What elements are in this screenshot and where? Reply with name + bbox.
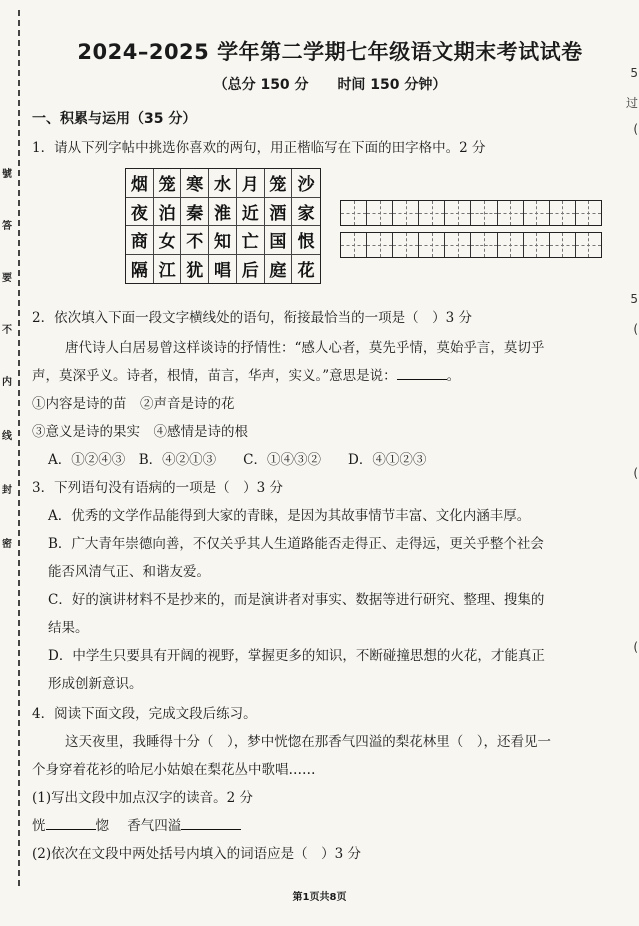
copybook-char: 笼 xyxy=(154,169,182,198)
question-2-passage-line-2 xyxy=(32,364,624,384)
question-2-passage-line-1: 唐代诗人白居易曾这样谈诗的抒情性：“感人心者，莫先乎情，莫始乎言，莫切乎 xyxy=(65,340,545,356)
edge-char: 5 xyxy=(630,292,638,306)
copybook-char: 笼 xyxy=(265,169,293,198)
question-3-option-a[interactable]: A．优秀的文学作品能得到大家的青睐，是因为其故事情节丰富、文化内涵丰厚。 xyxy=(48,508,531,524)
copybook-char: 秦 xyxy=(181,198,209,227)
tianzige-cell[interactable] xyxy=(445,233,471,257)
margin-label: 號 xyxy=(2,169,12,180)
passage-text: 声，莫深乎义。诗者，根情，苗言，华声，实义。”意思是说： xyxy=(32,368,397,384)
copybook-char: 月 xyxy=(237,169,265,198)
tianzige-cell[interactable] xyxy=(471,233,497,257)
margin-label: 不 xyxy=(2,325,12,336)
margin-label: 内 xyxy=(2,377,12,388)
tianzige-cell[interactable] xyxy=(341,201,367,225)
tianzige-grid-row-2[interactable] xyxy=(340,232,602,258)
tianzige-cell[interactable] xyxy=(445,201,471,225)
question-1-text: 1．请从下列字帖中挑选你喜欢的两句，用正楷临写在下面的田字格中。2 分 xyxy=(32,140,486,156)
page-footer: 第1页共8页 xyxy=(292,892,347,903)
copybook-char: 知 xyxy=(209,226,237,255)
question-4-sub-1: (1)写出文段中加点汉字的读音。2 分 xyxy=(32,790,254,806)
question-3-text: 3．下列语句没有语病的一项是（ ）3 分 xyxy=(32,480,283,496)
question-4-text: 4．阅读下面文段，完成文段后练习。 xyxy=(32,706,257,722)
question-2-choices[interactable]: A．①②④③ B．④②①③ C．①④③② D．④①②③ xyxy=(48,452,427,468)
copybook-char: 恨 xyxy=(292,226,320,255)
question-3-option-c-line-1[interactable]: C．好的演讲材料不是抄来的，而是演讲者对事实、数据等进行研究、整理、搜集的 xyxy=(48,592,545,608)
tianzige-cell[interactable] xyxy=(367,233,393,257)
calligraphy-copybook xyxy=(125,168,321,284)
tianzige-cell[interactable] xyxy=(576,233,601,257)
exam-time: 时间 150 分钟） xyxy=(337,77,447,93)
copybook-char: 沙 xyxy=(292,169,320,198)
margin-label: 封 xyxy=(2,485,12,496)
copybook-char: 庭 xyxy=(265,255,293,284)
tianzige-cell[interactable] xyxy=(393,201,419,225)
question-4-passage-line-1: 这天夜里，我睡得十分（ ），梦中恍惚在那香气四溢的梨花林里（ ），还看见一 xyxy=(65,734,551,750)
question-4-pinyin-blanks xyxy=(32,814,624,834)
copybook-char: 酒 xyxy=(265,198,293,227)
exam-title: 2024–2025 学年第二学期七年级语文期末考试试卷 xyxy=(77,40,583,64)
copybook-char: 犹 xyxy=(181,255,209,284)
copybook-char: 夜 xyxy=(126,198,154,227)
pinyin-word-a: 恍 xyxy=(32,818,46,834)
tianzige-cell[interactable] xyxy=(550,201,576,225)
copybook-char: 后 xyxy=(237,255,265,284)
tianzige-cell[interactable] xyxy=(524,233,550,257)
tianzige-cell[interactable] xyxy=(550,233,576,257)
edge-char: ( xyxy=(633,322,638,336)
question-4-sub-2: (2)依次在文段中两处括号内填入的词语应是（ ）3 分 xyxy=(32,846,362,862)
copybook-char: 唱 xyxy=(209,255,237,284)
margin-label: 线 xyxy=(2,431,12,442)
tianzige-cell[interactable] xyxy=(576,201,601,225)
tianzige-grid-row-1[interactable] xyxy=(340,200,602,226)
tianzige-cell[interactable] xyxy=(367,201,393,225)
tianzige-cell[interactable] xyxy=(393,233,419,257)
edge-char: ( xyxy=(633,466,638,480)
copybook-char: 近 xyxy=(237,198,265,227)
answer-blank[interactable] xyxy=(397,367,447,380)
margin-label: 要 xyxy=(2,273,12,284)
edge-char: ( xyxy=(633,122,638,136)
pinyin-blank-a[interactable] xyxy=(46,817,96,830)
edge-char: ( xyxy=(633,640,638,654)
question-3-option-d-line-1[interactable]: D．中学生只要具有开阔的视野，掌握更多的知识，不断碰撞思想的火花，才能真正 xyxy=(48,648,545,664)
copybook-char: 隔 xyxy=(126,255,154,284)
tianzige-cell[interactable] xyxy=(419,201,445,225)
pinyin-word-b: 香气四溢 xyxy=(127,818,182,834)
question-3-option-b-line-1[interactable]: B．广大青年崇德向善，不仅关乎其人生道路能否走得正、走得远，更关乎整个社会 xyxy=(48,536,544,552)
binding-dashed-line xyxy=(18,10,20,886)
margin-label: 答 xyxy=(2,221,12,232)
margin-label: 密 xyxy=(2,539,12,550)
exam-subtitle xyxy=(40,74,620,94)
question-2-items-b: ③意义是诗的果实 ④感情是诗的根 xyxy=(32,424,248,440)
question-3-option-d-line-2: 形成创新意识。 xyxy=(48,676,143,692)
copybook-char: 江 xyxy=(154,255,182,284)
copybook-char: 家 xyxy=(292,198,320,227)
copybook-char: 花 xyxy=(297,261,315,282)
passage-end: 。 xyxy=(446,368,461,384)
section-heading: 一、积累与运用（35 分） xyxy=(32,111,197,127)
tianzige-cell[interactable] xyxy=(419,233,445,257)
tianzige-cell[interactable] xyxy=(498,201,524,225)
question-2-text: 2．依次填入下面一段文字横线处的语句，衔接最恰当的一项是（ ）3 分 xyxy=(32,310,472,326)
copybook-char: 水 xyxy=(209,169,237,198)
edge-char: 过 xyxy=(625,96,638,110)
tianzige-cell[interactable] xyxy=(341,233,367,257)
tianzige-cell[interactable] xyxy=(524,201,550,225)
copybook-char: 寒 xyxy=(181,169,209,198)
tianzige-cell[interactable] xyxy=(498,233,524,257)
question-3-option-c-line-2: 结果。 xyxy=(48,620,89,636)
copybook-char: 淮 xyxy=(209,198,237,227)
edge-char: 5 xyxy=(630,66,638,80)
copybook-char: 商 xyxy=(126,226,154,255)
copybook-char: 国 xyxy=(265,226,293,255)
copybook-char: 不 xyxy=(181,226,209,255)
total-score: （总分 150 分 xyxy=(213,77,309,93)
copybook-char: 女 xyxy=(154,226,182,255)
copybook-char: 烟 xyxy=(126,169,154,198)
pinyin-word-a-end: 惚 xyxy=(95,818,109,834)
copybook-char: 亡 xyxy=(237,226,265,255)
question-4-passage-line-2: 个身穿着花衫的哈尼小姑娘在梨花丛中歌唱…… xyxy=(32,762,316,778)
pinyin-blank-b[interactable] xyxy=(181,817,241,830)
question-2-items-a: ①内容是诗的苗 ②声音是诗的花 xyxy=(32,396,235,412)
tianzige-cell[interactable] xyxy=(471,201,497,225)
question-3-option-b-line-2: 能否风清气正、和谐友爱。 xyxy=(48,564,210,580)
copybook-char: 泊 xyxy=(154,198,182,227)
